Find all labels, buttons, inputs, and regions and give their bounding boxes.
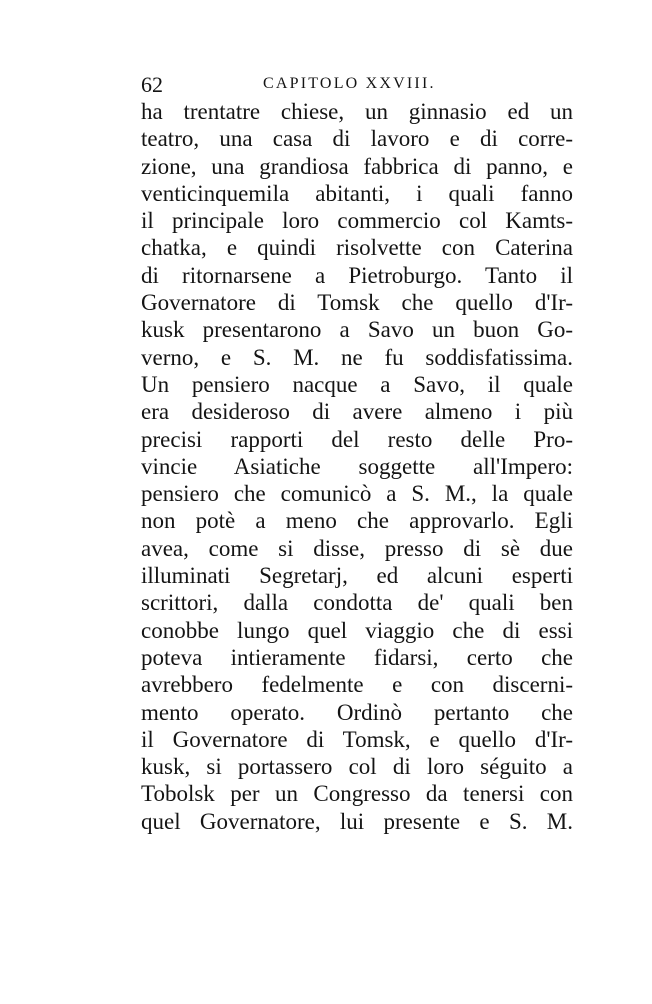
text-line: vincie Asiatiche soggette all'Impero: xyxy=(141,453,573,479)
text-line: illuminati Segretarj, ed alcuni esperti xyxy=(141,563,573,589)
text-line: scrittori, dalla condotta de' quali ben xyxy=(141,590,573,616)
text-line: ha trentatre chiese, un ginnasio ed un xyxy=(141,99,573,124)
text-line: era desideroso di avere almeno i più xyxy=(141,399,573,425)
text-line: mento operato. Ordinò pertanto che xyxy=(141,699,573,725)
text-line: il principale loro commercio col Kamts- xyxy=(141,208,573,234)
text-line: kusk, si portassero col di loro séguito a xyxy=(141,754,573,780)
text-line: precisi rapporti del resto delle Pro- xyxy=(141,426,573,452)
text-line: verno, e S. M. ne fu soddisfatissima. xyxy=(141,344,573,370)
body-text xyxy=(141,98,573,835)
text-line: avrebbero fedelmente e con discerni- xyxy=(141,672,573,698)
text-line: conobbe lungo quel viaggio che di essi xyxy=(141,617,573,643)
text-line: non potè a meno che approvarlo. Egli xyxy=(141,508,573,534)
running-head: CAPITOLO XXVIII. xyxy=(263,75,436,92)
text-line: il Governatore di Tomsk, e quello d'Ir- xyxy=(141,726,573,752)
text-line: quel Governatore, lui presente e S. M. xyxy=(141,808,573,834)
text-line: Tobolsk per un Congresso da tenersi con xyxy=(141,781,573,807)
page-header xyxy=(141,72,573,98)
text-line: avea, come si disse, presso di sè due xyxy=(141,535,573,561)
text-line: chatka, e quindi risolvette con Caterina xyxy=(141,235,573,261)
text-line: di ritornarsene a Pietroburgo. Tanto il xyxy=(141,262,573,288)
text-line: kusk presentarono a Savo un buon Go- xyxy=(141,317,573,343)
text-line: zione, una grandiosa fabbrica di panno, e xyxy=(141,153,573,179)
text-line: teatro, una casa di lavoro e di corre- xyxy=(141,126,573,152)
text-line: pensiero che comunicò a S. M., la quale xyxy=(141,481,573,507)
text-line: venticinquemila abitanti, i quali fanno xyxy=(141,180,573,206)
text-line: poteva intieramente fidarsi, certo che xyxy=(141,644,573,670)
text-line: Governatore di Tomsk che quello d'Ir- xyxy=(141,290,573,316)
page-number: 62 xyxy=(141,72,163,97)
text-line: Un pensiero nacque a Savo, il quale xyxy=(141,371,573,397)
